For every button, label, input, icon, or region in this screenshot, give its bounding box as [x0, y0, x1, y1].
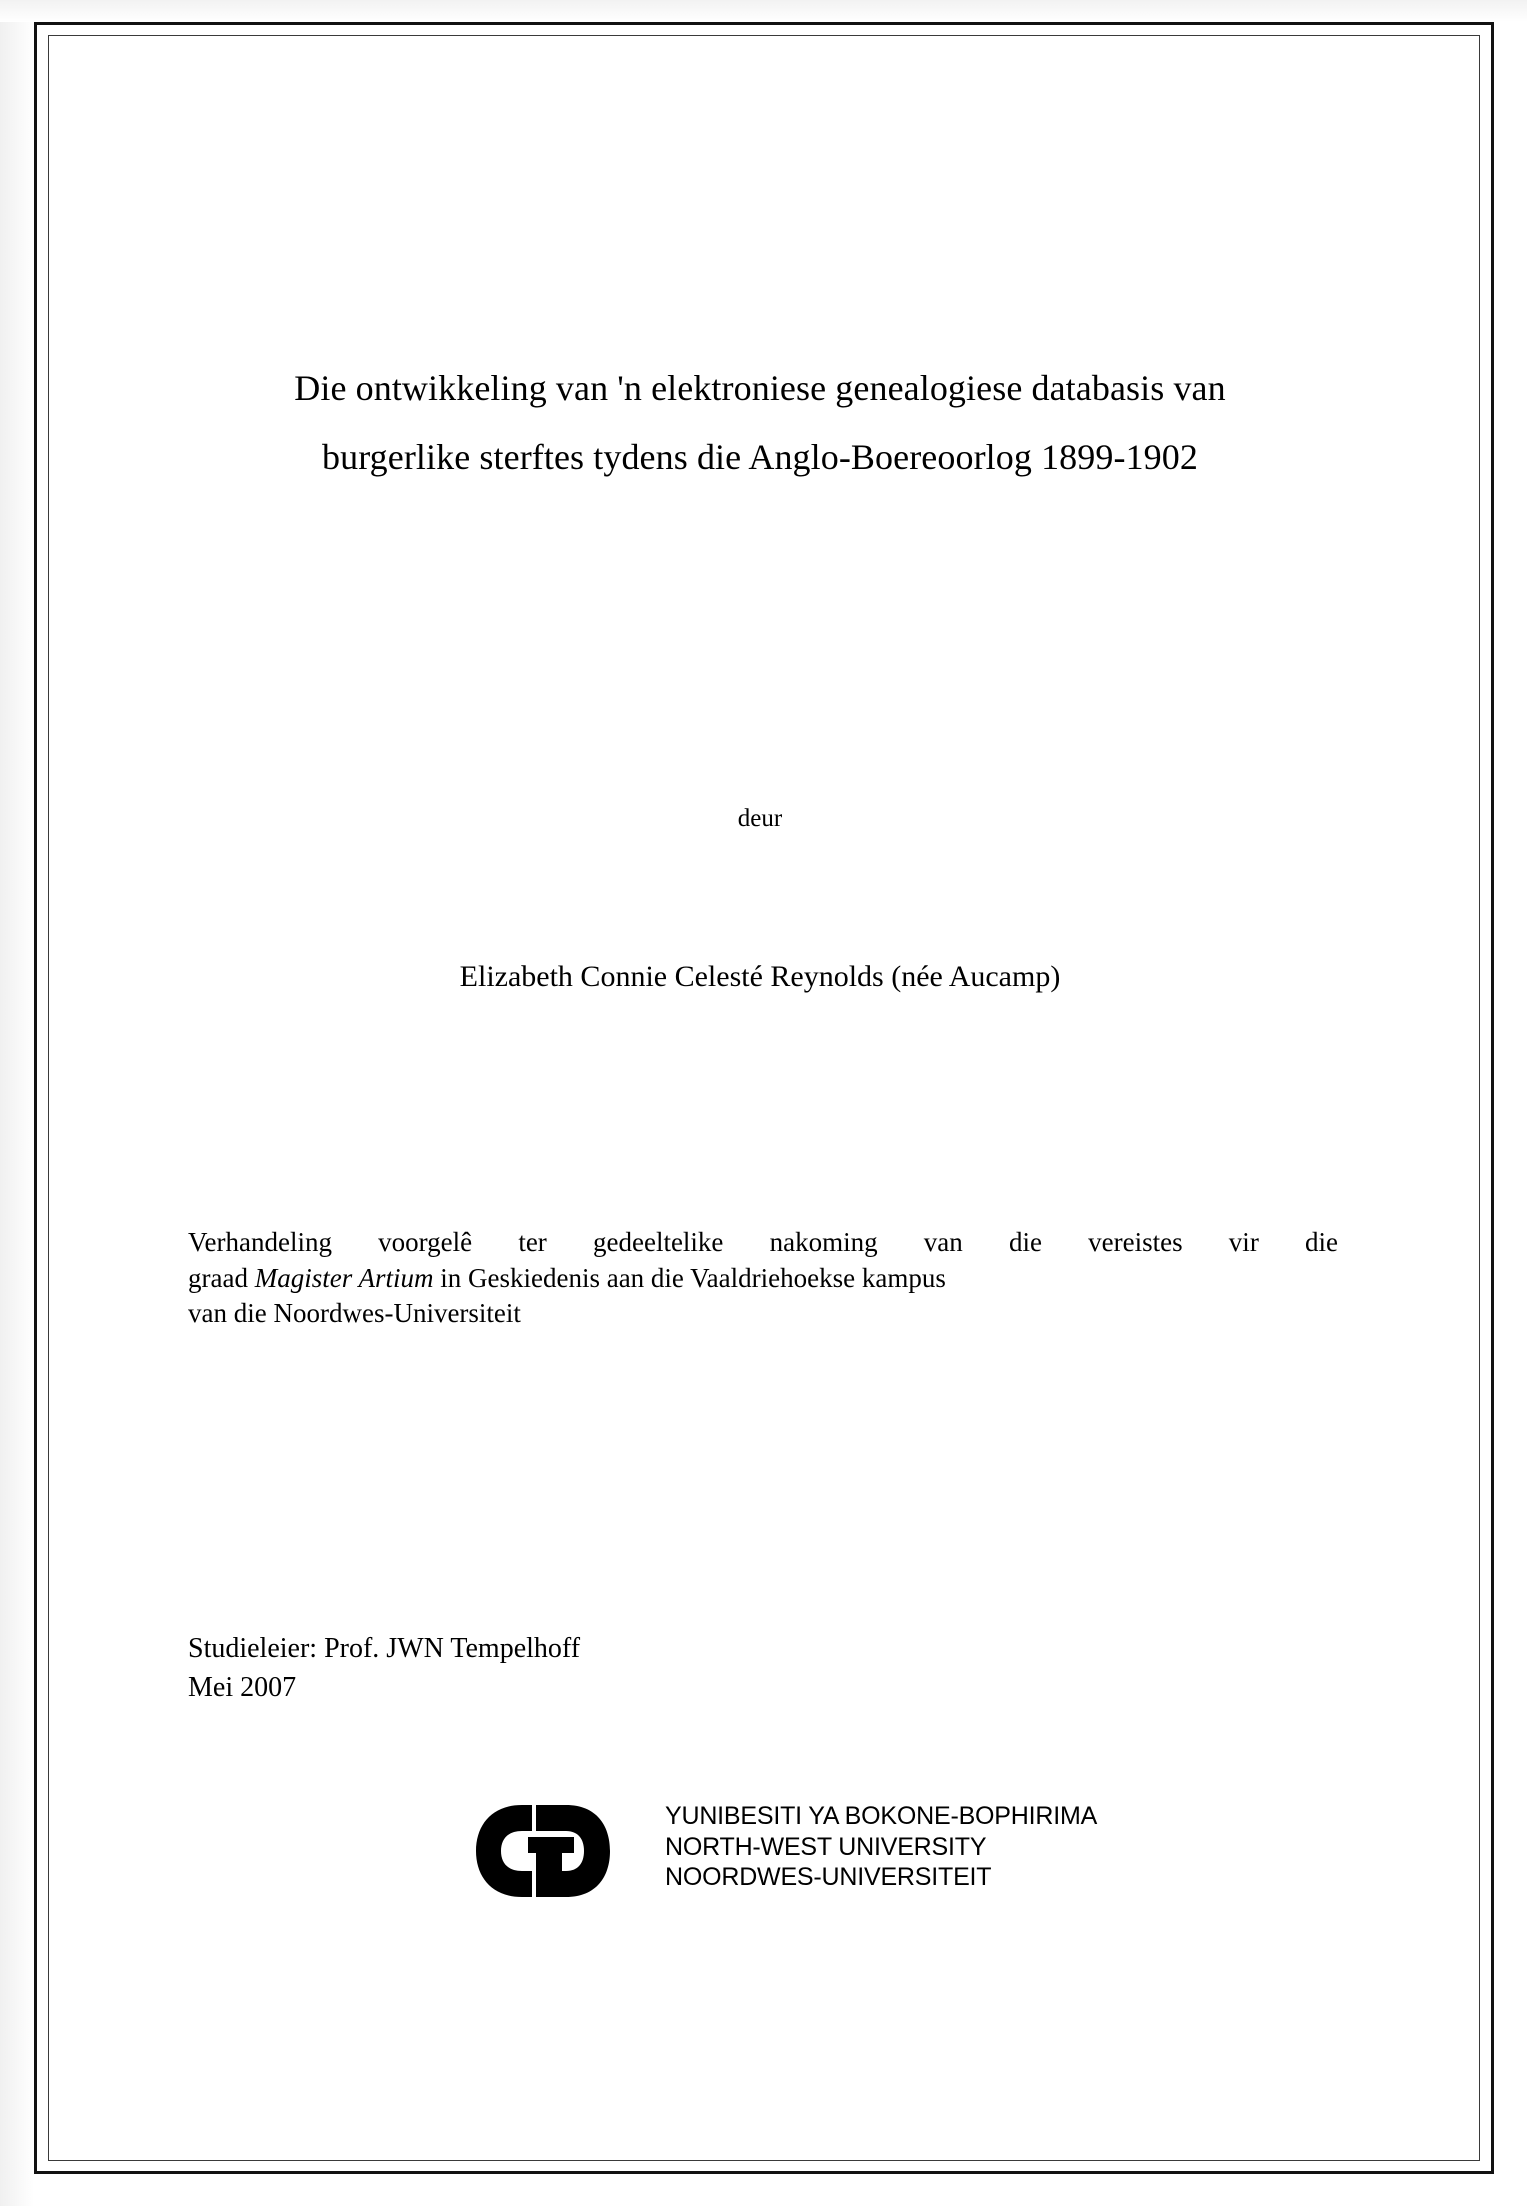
date-line: Mei 2007: [188, 1671, 297, 1703]
university-logo-text: [665, 1801, 1097, 1893]
title-page-content: [180, 0, 1340, 2206]
degree-statement-line-2-post: in Geskiedenis aan die Vaaldriehoekse kampus: [433, 1262, 946, 1293]
author-name: Elizabeth Connie Celesté Reynolds (née Aucamp): [459, 960, 1061, 993]
title-line-2: burgerlike sterftes tydens die Anglo-Boereoorlog 1899-1902: [322, 437, 1198, 477]
degree-statement-line-2: [188, 1261, 1338, 1297]
degree-statement: [188, 1225, 1338, 1332]
by-label: deur: [737, 805, 783, 832]
degree-statement-line-1: Verhandeling voorgelê ter gedeeltelike nakoming van die vereistes vir die: [188, 1227, 1338, 1257]
university-logo-block: [470, 1795, 1098, 1915]
degree-name-italic: Magister Artium: [254, 1262, 434, 1293]
degree-statement-line-3: van die Noordwes-Universiteit: [188, 1298, 521, 1329]
degree-statement-line-2-pre: graad: [188, 1262, 255, 1293]
supervisor-line: Studieleier: Prof. JWN Tempelhoff: [188, 1633, 581, 1664]
supervisor-and-date: [188, 1630, 1188, 1707]
page-title: [180, 370, 1340, 475]
logo-text-line-2: NORTH-WEST UNIVERSITY: [665, 1832, 987, 1861]
logo-text-line-1: YUNIBESITI YA BOKONE-BOPHIRIMA: [665, 1802, 1098, 1830]
title-line-1: Die ontwikkeling van 'n elektroniese genealogiese databasis van: [294, 368, 1226, 408]
north-west-university-logo-icon: [470, 1797, 658, 1905]
scan-edge-shadow-left: [0, 0, 34, 2206]
logo-text-line-3: NOORDWES-UNIVERSITEIT: [665, 1863, 992, 1891]
